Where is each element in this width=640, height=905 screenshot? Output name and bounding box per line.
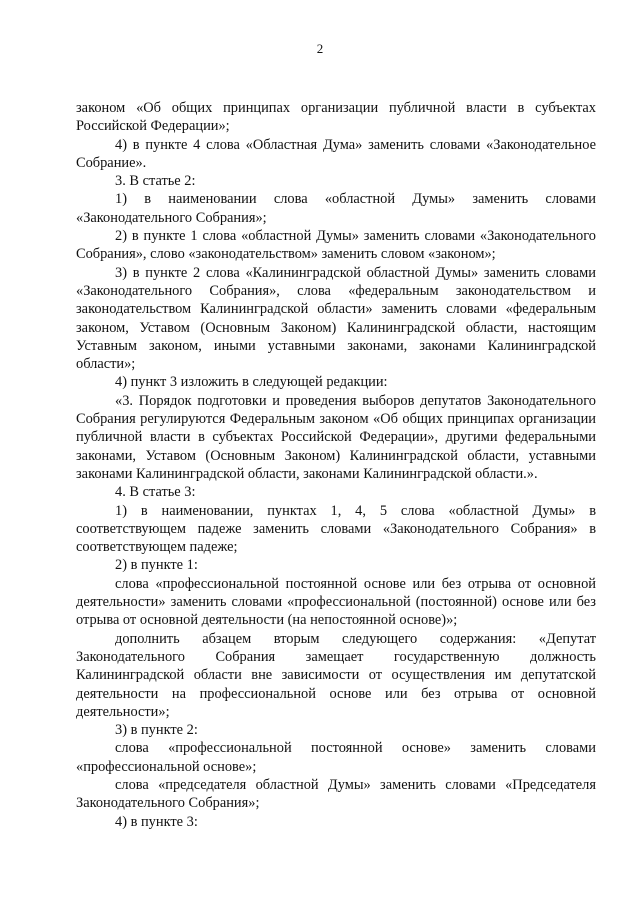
paragraph: 3) в пункте 2 слова «Калининградской областной Думы» заменить словами «Законодательного Собрания», слова «федеральным законодательством и законодательством Калининградской области» заменить словами «федеральным законом, Уставом (Основным Законом) Калининградской области, настоящим Уставным законом, иными уставными законами, законами Калининградской области»;: [76, 264, 596, 373]
paragraph: слова «председателя областной Думы» заменить словами «Председателя Законодательного Собрания»;: [76, 776, 596, 812]
paragraph: 2) в пункте 1:: [115, 557, 198, 574]
paragraph: 3) в пункте 2:: [115, 722, 198, 739]
paragraph: дополнить абзацем вторым следующего содержания: «Депутат Законодательного Собрания замещает государственную должность Калининградской области вне зависимости от осуществления им депутатской деятельности на профессиональной основе или без отрыва от основной деятельности»;: [76, 630, 596, 720]
paragraph: 1) в наименовании слова «областной Думы» заменить словами «Законодательного Собрания»;: [76, 191, 596, 226]
paragraph-continuation: законом «Об общих принципах организации публичной власти в субъектах Российской Федерации»;: [76, 100, 596, 135]
section-heading: 3. В статье 2:: [115, 173, 196, 190]
section-heading: 4. В статье 3:: [115, 484, 196, 501]
page-number: 2: [316, 41, 324, 56]
paragraph: 4) в пункте 4 слова «Областная Дума» заменить словами «Законодательное Собрание».: [76, 136, 596, 171]
paragraph: слова «профессиональной постоянной основе или без отрыва от основной деятельности» заменить словами «профессиональной (постоянной) основе или без отрыва от основной деятельности (на непостоянной основе)»;: [76, 575, 596, 629]
paragraph: 2) в пункте 1 слова «областной Думы» заменить словами «Законодательного Собрания», слово «законодательством» заменить словом «законом»;: [76, 228, 596, 263]
document-body: [76, 99, 596, 831]
paragraph: 1) в наименовании, пунктах 1, 4, 5 слова «областной Думы» в соответствующем падеже заменить словами «Законодательного Собрания» в соответствующем падеже;: [76, 502, 596, 556]
paragraph: 4) в пункте 3:: [115, 813, 198, 830]
quoted-paragraph: «3. Порядок подготовки и проведения выборов депутатов Законодательного Собрания регулируются Федеральным законом «Об общих принципах организации публичной власти в субъектах Российской Федерации», другими федеральными законами, Уставом (Основным Законом) Калининградской области, уставными законами Калининградской области, законами Калининградской области.».: [76, 392, 596, 482]
paragraph: слова «профессиональной постоянной основе» заменить словами «профессиональной основе»;: [76, 740, 596, 775]
paragraph: 4) пункт 3 изложить в следующей редакции:: [115, 374, 388, 391]
